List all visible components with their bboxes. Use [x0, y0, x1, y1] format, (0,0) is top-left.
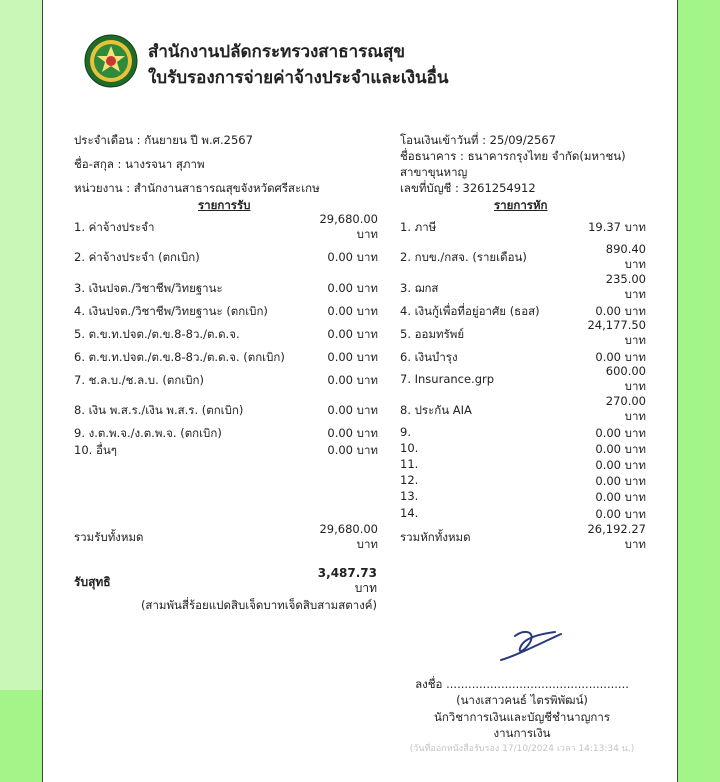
income-label-4: 4. เงินปจต./วิชาชีพ/วิทยฐานะ (ตกเบิก) [74, 304, 268, 318]
deduction-label-6: 6. เงินบำรุง [400, 350, 458, 364]
signature-line: ลงชื่อ .................................................. [415, 677, 629, 691]
deduction-amount-9: 0.00 บาท [595, 426, 646, 440]
income-amount-2: 0.00 บาท [327, 250, 378, 264]
deduction-amount-10: 0.00 บาท [595, 442, 646, 456]
signer-position: นักวิชาการเงินและบัญชีชำนาญการ [433, 710, 611, 724]
income-amount-1: 29,680.00 บาท [319, 212, 378, 241]
income-amount-4: 0.00 บาท [327, 304, 378, 318]
deduction-label-14: 14. [400, 506, 419, 520]
income-amount-9: 0.00 บาท [327, 426, 378, 440]
deduction-amount-6: 0.00 บาท [595, 350, 646, 364]
income-label-10: 10. อื่นๆ [74, 443, 117, 457]
signer-department: งานการเงิน [493, 726, 551, 740]
issued-note: (วันที่ออกหนังสือรับรอง 17/10/2024 เวลา 14:13:34 น.) [409, 744, 635, 754]
deduction-amount-4: 0.00 บาท [595, 304, 646, 318]
deduction-amount-13: 0.00 บาท [595, 490, 646, 504]
office-info: หน่วยงาน : สำนักงานสาธารณสุขจังหวัดศรีสะเกษ [74, 181, 320, 195]
income-amount-5: 0.00 บาท [327, 327, 378, 341]
income-amount-6: 0.00 บาท [327, 350, 378, 364]
deduction-label-2: 2. กบข./กสจ. (รายเดือน) [400, 250, 527, 264]
deduction-amount-8: 270.00 บาท [605, 394, 646, 423]
deduction-label-12: 12. [400, 473, 419, 487]
deduction-amount-5: 24,177.50 บาท [587, 318, 646, 347]
income-amount-7: 0.00 บาท [327, 373, 378, 387]
deduction-total-amount: 26,192.27 บาท [587, 522, 646, 551]
deduction-label-4: 4. เงินกู้เพื่อที่อยู่อาศัย (ธอส) [400, 304, 540, 318]
income-label-7: 7. ช.ล.บ./ช.ล.บ. (ตกเบิก) [74, 373, 204, 387]
transfer-date-info: โอนเงินเข้าวันที่ : 25/09/2567 [400, 133, 556, 147]
deduction-amount-2: 890.40 บาท [605, 242, 646, 271]
income-label-3: 3. เงินปจต./วิชาชีพ/วิทยฐานะ [74, 281, 223, 295]
background-right-top [678, 0, 720, 690]
income-heading: รายการรับ [198, 198, 251, 212]
name-info: ชื่อ-สกุล : นางรจนา สุภาพ [74, 157, 205, 171]
income-label-2: 2. ค่าจ้างประจำ (ตกเบิก) [74, 250, 200, 264]
background-left-top [0, 0, 42, 690]
income-label-6: 6. ต.ข.ท.ปจต./ต.ข.8-8ว./ต.ด.จ. (ตกเบิก) [74, 350, 285, 364]
deduction-label-13: 13. [400, 489, 419, 503]
handwritten-signature [495, 626, 565, 666]
income-label-5: 5. ต.ข.ท.ปจต./ต.ข.8-8ว./ต.ด.จ. [74, 327, 240, 341]
account-info: เลขที่บัญชี : 3261254912 [400, 181, 536, 195]
net-pay-label: รับสุทธิ [74, 575, 111, 589]
deduction-label-7: 7. Insurance.grp [400, 372, 495, 386]
deduction-amount-12: 0.00 บาท [595, 474, 646, 488]
deduction-heading: รายการหัก [494, 198, 548, 212]
income-amount-10: 0.00 บาท [327, 443, 378, 457]
income-label-9: 9. ง.ต.พ.จ./ง.ต.พ.จ. (ตกเบิก) [74, 426, 222, 440]
deduction-amount-7: 600.00 บาท [605, 364, 646, 393]
month-info: ประจำเดือน : กันยายน ปี พ.ศ.2567 [74, 133, 253, 147]
deduction-label-1: 1. ภาษี [400, 220, 437, 234]
deduction-amount-11: 0.00 บาท [595, 458, 646, 472]
deduction-total-label: รวมหักทั้งหมด [400, 530, 471, 544]
deduction-label-10: 10. [400, 441, 419, 455]
ministry-seal-icon [84, 34, 138, 88]
background-right-bottom [678, 690, 720, 782]
deduction-label-11: 11. [400, 457, 419, 471]
deduction-label-8: 8. ประกัน AIA [400, 403, 472, 417]
deduction-amount-1: 19.37 บาท [588, 220, 646, 234]
deduction-amount-3: 235.00 บาท [605, 272, 646, 301]
deduction-amount-14: 0.00 บาท [595, 507, 646, 521]
income-label-8: 8. เงิน พ.ส.ร./เงิน พ.ส.ร. (ตกเบิก) [74, 403, 244, 417]
deduction-label-9: 9. [400, 425, 411, 439]
net-pay-words: (สามพันสี่ร้อยแปดสิบเจ็ดบาทเจ็ดสิบสามสตางค์) [140, 598, 377, 612]
background-left-bottom [0, 690, 42, 782]
income-total-amount: 29,680.00 บาท [319, 522, 378, 551]
signer-name: (นางเสาวคนธ์ ไตรพิพัฒน์) [456, 693, 588, 707]
income-total-label: รวมรับทั้งหมด [74, 530, 144, 544]
title-line-2: ใบรับรองการจ่ายค่าจ้างประจำและเงินอื่น [148, 68, 449, 88]
bank-info: ชื่อธนาคาร : ธนาคารกรุงไทย จำกัด(มหาชน) สาขาขุนหาญ [400, 149, 626, 179]
title-line-1: สำนักงานปลัดกระทรวงสาธารณสุข [148, 42, 406, 62]
income-amount-8: 0.00 บาท [327, 403, 378, 417]
deduction-label-5: 5. ออมทรัพย์ [400, 327, 465, 341]
net-pay-amount: 3,487.73 บาท [317, 566, 377, 595]
income-amount-3: 0.00 บาท [327, 281, 378, 295]
deduction-label-3: 3. ฌกส [400, 281, 439, 295]
income-label-1: 1. ค่าจ้างประจำ [74, 220, 155, 234]
